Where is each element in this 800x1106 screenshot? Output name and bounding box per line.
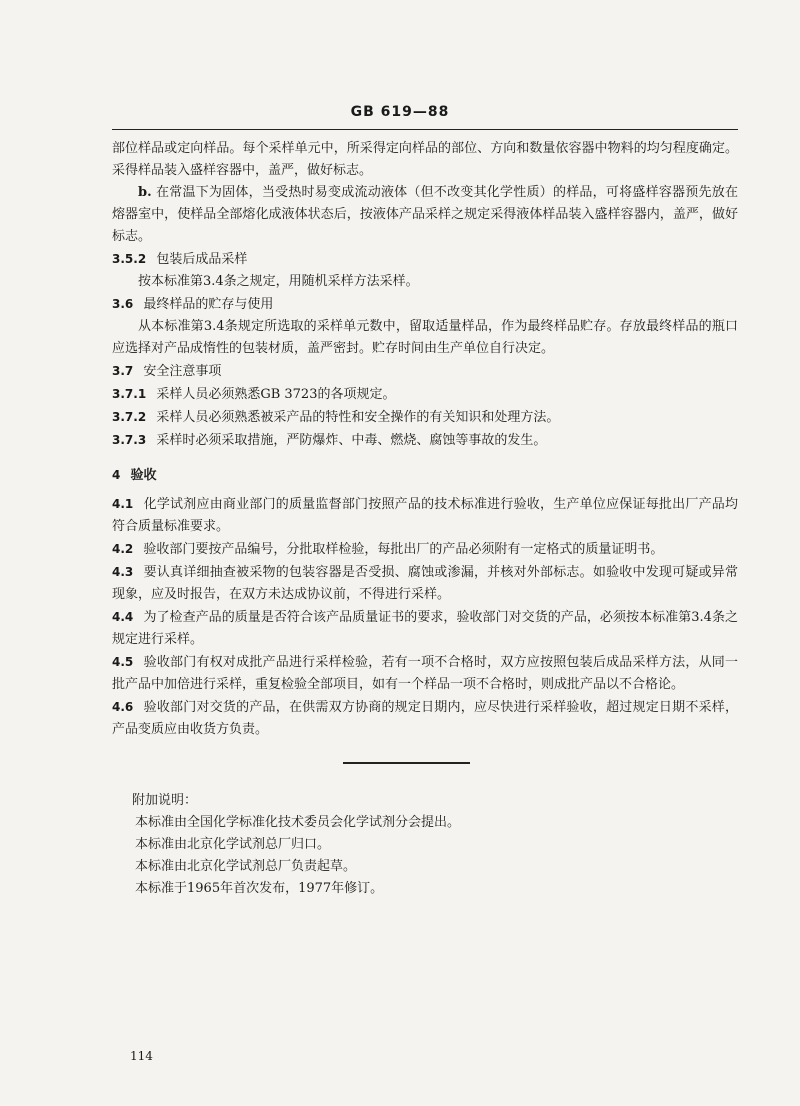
section-3-7-3 <box>112 429 738 452</box>
section-4-5 <box>112 651 738 696</box>
section-number: 4.6 <box>112 700 134 714</box>
section-text: 按本标准第3.4条之规定，用随机采样方法采样。 <box>138 274 419 289</box>
section-number: 3.6 <box>112 297 134 311</box>
section-3-7-2 <box>112 406 738 429</box>
section-text: 要认真详细抽查被采物的包装容器是否受损、腐蚀或渗漏，并核对外部标志。如验收中发现可疑或异常现象，应及时报告，在双方未达成协议前，不得进行采样。 <box>112 565 738 602</box>
notes-line: 本标准于1965年首次发布，1977年修订。 <box>135 881 384 896</box>
end-divider <box>343 762 470 764</box>
page-number: 114 <box>130 1049 153 1063</box>
notes-line: 本标准由全国化学标准化技术委员会化学试剂分会提出。 <box>135 815 461 830</box>
chapter-heading-4 <box>112 464 738 487</box>
section-heading-3-5-2 <box>112 248 738 271</box>
section-4-4 <box>112 606 738 651</box>
section-number: 4.3 <box>112 565 134 579</box>
section-text: 为了检查产品的质量是否符合该产品质量证书的要求，验收部门对交货的产品，必须按本标准第3.4条之规定进行采样。 <box>112 610 738 647</box>
additional-notes <box>132 790 735 900</box>
section-title: 最终样品的贮存与使用 <box>143 297 274 312</box>
section-4-1 <box>112 493 738 538</box>
chapter-title: 验收 <box>130 468 157 483</box>
section-title: 包装后成品采样 <box>156 252 248 267</box>
section-number: 3.7.1 <box>112 387 147 401</box>
section-4-6 <box>112 696 738 741</box>
spacer <box>112 452 738 464</box>
section-title: 安全注意事项 <box>143 364 222 379</box>
section-number: 4.5 <box>112 655 134 669</box>
chapter-number: 4 <box>112 468 121 482</box>
section-heading-3-7 <box>112 360 738 383</box>
paragraph-b <box>112 182 738 248</box>
section-text: 化学试剂应由商业部门的质量监督部门按照产品的技术标准进行验收，生产单位应保证每批出厂产品均符合质量标准要求。 <box>112 497 738 534</box>
section-3-7-1 <box>112 383 738 406</box>
standard-header: GB 619—88 <box>350 104 450 120</box>
section-text: 采样人员必须熟悉被采产品的特性和安全操作的有关知识和处理方法。 <box>156 410 560 425</box>
notes-line: 本标准由北京化学试剂总厂归口。 <box>135 837 331 852</box>
section-text: 从本标准第3.4条规定所选取的采样单元数中，留取适量样品，作为最终样品贮存。存放最终样品的瓶口应选择对产品成惰性的包装材质，盖严密封。贮存时间由生产单位自行决定。 <box>112 319 738 356</box>
section-heading-3-6 <box>112 293 738 316</box>
section-number: 4.4 <box>112 610 134 624</box>
main-content <box>112 138 738 741</box>
notes-title: 附加说明： <box>132 793 198 808</box>
item-label: b. <box>138 185 152 200</box>
section-number: 4.2 <box>112 542 134 556</box>
section-text: 验收部门有权对成批产品进行采样检验，若有一项不合格时，双方应按照包装后成品采样方法，从同一批产品中加倍进行采样，重复检验全部项目，如有一个样品一项不合格时，则成批产品以不合格论。 <box>112 655 738 692</box>
paragraph-continuation: 部位样品或定向样品。每个采样单元中，所采得定向样品的部位、方向和数量依容器中物料的均匀程度确定。采得样品装入盛样容器中，盖严，做好标志。 <box>112 141 738 178</box>
notes-line: 本标准由北京化学试剂总厂负责起草。 <box>135 859 357 874</box>
section-4-3 <box>112 561 738 606</box>
section-text: 采样人员必须熟悉GB 3723的各项规定。 <box>156 387 396 402</box>
header-rule <box>112 129 738 130</box>
section-text: 采样时必须采取措施，严防爆炸、中毒、燃烧、腐蚀等事故的发生。 <box>156 433 547 448</box>
section-number: 3.7.3 <box>112 433 147 447</box>
section-number: 3.5.2 <box>112 252 147 266</box>
section-text: 验收部门对交货的产品，在供需双方协商的规定日期内，应尽快进行采样验收，超过规定日期不采样，产品变质应由收货方负责。 <box>112 700 738 737</box>
section-number: 3.7.2 <box>112 410 147 424</box>
section-4-2 <box>112 538 738 561</box>
section-number: 3.7 <box>112 364 134 378</box>
section-text: 验收部门要按产品编号，分批取样检验，每批出厂的产品必须附有一定格式的质量证明书。 <box>143 542 664 557</box>
item-text: 在常温下为固体，当受热时易变成流动液体（但不改变其化学性质）的样品，可将盛样容器预先放在熔器室中，使样品全部熔化成液体状态后，按液体产品采样之规定采得液体样品装入盛样容器内，盖严，做好标志。 <box>112 185 738 244</box>
section-number: 4.1 <box>112 497 134 511</box>
